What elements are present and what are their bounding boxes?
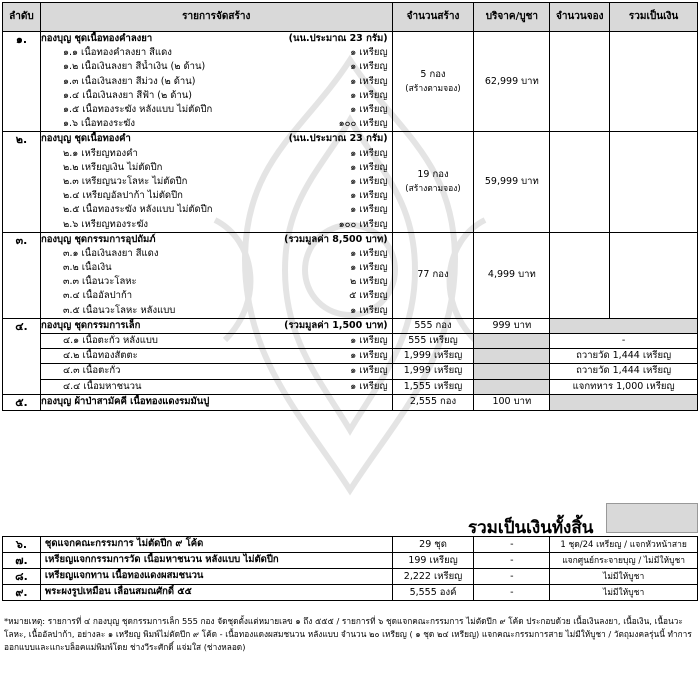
list-item [41, 147, 392, 161]
section-price: 999 บาท [474, 318, 550, 333]
item-count: ๑๐๐ เหรียญ [338, 118, 388, 130]
section-qty [392, 32, 474, 132]
item-qty: 555 เหรียญ [392, 333, 474, 348]
shaded-cell [474, 333, 550, 348]
section-price: 100 บาท [474, 394, 550, 410]
section-title: กองบุญ ชุดเนื้อทองคำลงยา [40, 33, 153, 45]
table-row [3, 569, 698, 585]
item-count: ๑ เหรียญ [350, 204, 388, 216]
qty-value: 19 กอง [417, 168, 449, 180]
item-count: ๑ เหรียญ [350, 47, 388, 59]
col-qty-header: จำนวนสร้าง [392, 3, 474, 32]
extra-title-cell [40, 553, 392, 569]
extra-title: พระผงรูปเหมือน เลื่อนสมณศักดิ์ ๕๕ [44, 586, 192, 598]
main-table [2, 2, 698, 411]
item-line [41, 334, 392, 348]
item-count: ๑ เหรียญ [350, 190, 388, 202]
qty-note: (สร้างตามจอง) [405, 83, 461, 94]
item-count: ๑ เหรียญ [350, 365, 388, 377]
col-sum-header: รวมเป็นเงิน [610, 3, 698, 32]
list-item [41, 175, 392, 189]
item-count: ๑ เหรียญ [350, 161, 388, 173]
extra-remark: แจกศูนย์กระจายบุญ / ไม่มีให้บูชา [550, 553, 698, 569]
list-item [41, 75, 392, 89]
grand-total-title: รวมเป็นเงินทั้งสิ้น [468, 518, 594, 538]
list-item [41, 203, 392, 217]
item-count: ๑ เหรียญ [350, 350, 388, 362]
item-name: ๓.๓ เนื้อนวะโลหะ [62, 276, 137, 288]
section-number: ๒. [3, 132, 41, 232]
section-sum [610, 232, 698, 318]
extra-qty: 2,222 เหรียญ [392, 569, 474, 585]
item-name: ๔.๔ เนื้อมหาชนวน [62, 380, 142, 392]
grand-total-box [606, 503, 698, 533]
item-name: ๓.๕ เนื้อนวะโลหะ หลังแบบ [62, 304, 176, 316]
section-number: ๕. [3, 394, 41, 410]
extra-title: ชุดแจกคณะกรรมการ ไม่ตัดปีก ๙ โค้ด [44, 538, 204, 550]
item-name: ๑.๓ เนื้อเงินลงยา สีม่วง (๒ ด้าน) [62, 75, 196, 87]
shaded-cell [550, 394, 698, 410]
section-row [3, 132, 698, 232]
extra-number: ๗. [3, 553, 41, 569]
item-count: ๑ เหรียญ [350, 104, 388, 116]
item-name: ๔.๓ เนื้อตะกั่ว [62, 365, 121, 377]
item-count: ๑ เหรียญ [350, 335, 388, 347]
section-heading [41, 32, 392, 46]
table-row [3, 349, 698, 364]
table-row [3, 585, 698, 601]
list-item [41, 60, 392, 74]
item-name: ๑.๕ เนื้อทองระฆัง หลังแบบ ไม่ตัดปีก [62, 104, 213, 116]
section-note: (รวมมูลค่า 1,500 บาท) [284, 319, 388, 331]
extra-price: - [474, 585, 550, 601]
section-heading-line [41, 319, 392, 333]
list-item [41, 217, 392, 231]
extra-remark: ไม่มีให้บูชา [550, 585, 698, 601]
footnote: *หมายเหตุ: รายการที่ ๔ กองบุญ ชุดกรรมการเล็ก 555 กอง จัดชุดตั้งแต่หมายเลข ๑ ถึง ๕๕๕ / รายการที่ ๖ ชุดแจกคณะกรรมการ ไม่ตัดปีก ๙ โค้ด ประกอบด้วย เนื้อเงินลงยา, เนื้อเงิน, เนื้อนวะโลหะ, เนื้ออัลปาก้า, อย่างละ ๑ เหรียญ พิมพ์ไม่ตัดปีก ๙ โค้ด - เนื้อทองแดงผสมชนวน หลังแบบ จำนวน ๒๐ เหรียญ ( ๑ ชุด ๒๔ เหรียญ) แจกคณะกรรมการสาย ไม่มีให้บูชา / วัตถุมงคลรุ่นนี้ ทำการออกแบบและแกะบล็อคแม่พิมพ์โดย ช่างวีระศักดิ์ แจ่มใส (ช่างหลอด) [4, 616, 692, 652]
extra-title-cell [40, 585, 392, 601]
section-heading [40, 318, 392, 333]
section-qty: 2,555 กอง [392, 394, 474, 410]
col-price-header: บริจาค/บูชา [474, 3, 550, 32]
item-name: ๔.๒ เนื้อทองสัตตะ [62, 350, 138, 362]
item-name: ๒.๕ เนื้อทองระฆัง หลังแบบ ไม่ตัดปีก [62, 204, 213, 216]
table-row [3, 553, 698, 569]
item-name: ๑.๑ เนื้อทองคำลงยา สีแดง [62, 47, 172, 59]
item-name: ๒.๖ เหรียญทองระฆัง [62, 218, 149, 230]
item-count: ๑ เหรียญ [350, 147, 388, 159]
section-row [3, 318, 698, 333]
extra-number: ๙. [3, 585, 41, 601]
item-name: ๒.๓ เหรียญนวะโลหะ ไม่ตัดปีก [62, 175, 188, 187]
section-sum [610, 132, 698, 232]
table-row [3, 537, 698, 553]
extra-title: เหรียญแจกกรรมการวัด เนื้อมหาชนวน หลังแบบ ไม่ตัดปีก [44, 554, 279, 566]
list-item [41, 261, 392, 275]
section-note: (นน.ประมาณ 23 กรัม) [288, 133, 388, 145]
section-price: 62,999 บาท [474, 32, 550, 132]
col-reserve-header: จำนวนจอง [550, 3, 610, 32]
item-name: ๑.๔ เนื้อเงินลงยา สีฟ้า (๒ ด้าน) [62, 89, 192, 101]
section-title: กองบุญ ชุดเนื้อทองคำ [40, 133, 131, 145]
extra-table [2, 536, 698, 601]
section-reserve [550, 32, 610, 132]
list-item [41, 289, 392, 303]
item-line [41, 364, 392, 378]
qty-value: 77 กอง [417, 269, 449, 281]
item-count: ๑ เหรียญ [350, 247, 388, 259]
item-name: ๑.๒ เนื้อเงินลงยา สีน้ำเงิน (๒ ด้าน) [62, 61, 206, 73]
table-row [3, 364, 698, 379]
list-item [41, 275, 392, 289]
section-number: ๔. [3, 318, 41, 394]
section-title: กองบุญ ชุดกรรมการอุปถัมภ์ [40, 233, 156, 245]
item-qty: 1,999 เหรียญ [392, 349, 474, 364]
extra-price: - [474, 537, 550, 553]
list-item [41, 161, 392, 175]
col-no-header: ลำดับ [3, 3, 41, 32]
item-count: ๑ เหรียญ [350, 89, 388, 101]
section-note: (รวมมูลค่า 8,500 บาท) [284, 233, 388, 245]
list-item [40, 364, 392, 379]
extra-remark: ไม่มีให้บูชา [550, 569, 698, 585]
list-item [41, 247, 392, 261]
list-item [40, 349, 392, 364]
extra-title: เหรียญแจกทาน เนื้อทองแดงผสมชนวน [44, 570, 204, 582]
list-item [41, 89, 392, 103]
section-number: ๑. [3, 32, 41, 132]
item-count: ๒ เหรียญ [350, 276, 388, 288]
section-heading [41, 132, 392, 146]
item-remark: - [550, 333, 698, 348]
list-item [41, 46, 392, 60]
section-title: กองบุญ ผ้าป่าสามัคคี เนื้อทองแดงรมมันปู [40, 395, 210, 407]
section-reserve [550, 232, 610, 318]
extra-qty: 199 เหรียญ [392, 553, 474, 569]
item-name: ๒.๒ เหรียญเงิน ไม่ตัดปีก [62, 161, 163, 173]
section-qty [392, 232, 474, 318]
section-row [3, 394, 698, 410]
item-count: ๑ เหรียญ [350, 380, 388, 392]
section-qty: 555 กอง [392, 318, 474, 333]
item-qty: 1,555 เหรียญ [392, 379, 474, 394]
section-row [3, 232, 698, 318]
extra-number: ๖. [3, 537, 41, 553]
section-reserve [550, 132, 610, 232]
item-count: ๑ เหรียญ [350, 304, 388, 316]
table-row [3, 333, 698, 348]
shaded-cell [474, 349, 550, 364]
item-name: ๔.๑ เนื้อตะกั่ว หลังแบบ [62, 335, 158, 347]
item-count: ๕ เหรียญ [349, 290, 388, 302]
item-qty: 1,999 เหรียญ [392, 364, 474, 379]
extra-qty: 29 ชุด [392, 537, 474, 553]
item-remark: ถวายวัด 1,444 เหรียญ [550, 349, 698, 364]
section-items [40, 32, 392, 132]
table-row [3, 379, 698, 394]
extra-number: ๘. [3, 569, 41, 585]
list-item [40, 379, 392, 394]
shaded-cell [474, 364, 550, 379]
section-number: ๓. [3, 232, 41, 318]
item-name: ๓.๑ เนื้อเงินลงยา สีแดง [62, 247, 159, 259]
shaded-cell [550, 318, 698, 333]
qty-value: 5 กอง [420, 68, 446, 80]
item-name: ๒.๔ เหรียญอัลปาก้า ไม่ตัดปีก [62, 190, 183, 202]
header-row [3, 3, 698, 32]
list-item [40, 333, 392, 348]
list-item [41, 189, 392, 203]
section-sum [610, 32, 698, 132]
col-item-header: รายการจัดสร้าง [40, 3, 392, 32]
item-count: ๑ เหรียญ [350, 75, 388, 87]
extra-remark: 1 ชุด/24 เหรียญ / แจกหัวหน้าสาย [550, 537, 698, 553]
item-count: ๑ เหรียญ [350, 262, 388, 274]
list-item [41, 103, 392, 117]
item-count: ๑ เหรียญ [350, 61, 388, 73]
extra-title-cell [40, 569, 392, 585]
item-name: ๒.๑ เหรียญทองคำ [62, 147, 138, 159]
item-line [41, 349, 392, 363]
extra-qty: 5,555 องค์ [392, 585, 474, 601]
section-heading [41, 233, 392, 247]
qty-note: (สร้างตามจอง) [405, 183, 461, 194]
extra-price: - [474, 553, 550, 569]
section-title: กองบุญ ชุดกรรมการเล็ก [40, 319, 141, 331]
section-heading [40, 394, 392, 410]
item-name: ๑.๖ เนื้อทองระฆัง [62, 118, 136, 130]
section-row [3, 32, 698, 132]
section-price: 4,999 บาท [474, 232, 550, 318]
item-name: ๓.๔ เนื้ออัลปาก้า [62, 290, 133, 302]
item-line [41, 380, 392, 394]
item-name: ๓.๒ เนื้อเงิน [62, 262, 112, 274]
section-items [40, 132, 392, 232]
item-count: ๑๐๐ เหรียญ [338, 218, 388, 230]
extra-title-cell [40, 537, 392, 553]
item-count: ๑ เหรียญ [350, 175, 388, 187]
item-remark: ถวายวัด 1,444 เหรียญ [550, 364, 698, 379]
section-qty [392, 132, 474, 232]
section-price: 59,999 บาท [474, 132, 550, 232]
list-item [41, 304, 392, 318]
item-remark: แจกทหาร 1,000 เหรียญ [550, 379, 698, 394]
shaded-cell [474, 379, 550, 394]
section-note: (นน.ประมาณ 23 กรัม) [288, 33, 388, 45]
list-item [41, 117, 392, 131]
extra-price: - [474, 569, 550, 585]
section-items [40, 232, 392, 318]
